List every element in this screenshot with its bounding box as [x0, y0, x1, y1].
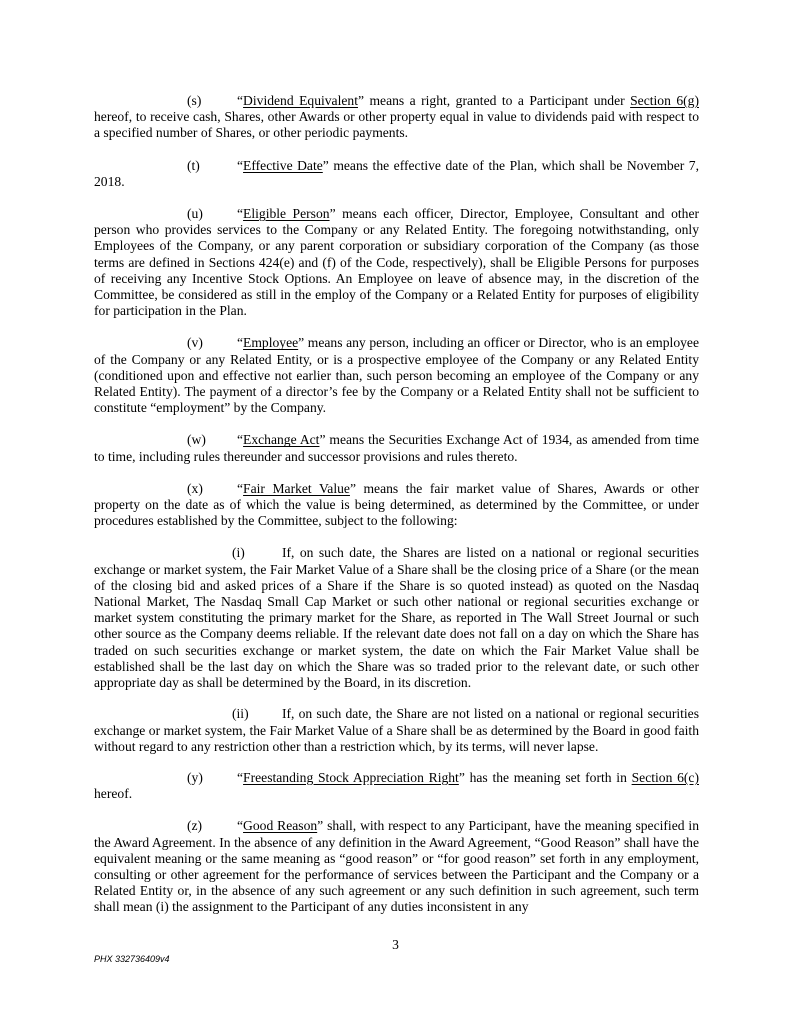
- definition-dividend-equivalent: [94, 93, 699, 142]
- subparagraph-label: (i): [232, 545, 245, 561]
- definition-text: ” means the Securities Exchange Act of 1934, as amended from time to time, including rules thereunder and successor provisions and rules thereto.: [94, 432, 699, 464]
- defined-term: Exchange Act: [243, 432, 320, 448]
- definition-text: ” means a right, granted to a Participant under: [357, 93, 631, 108]
- definition-text: ” means each officer, Director, Employee, Consultant and other person who provides services to the Company or any Related Entity. The foregoing notwithstanding, only Employees of the Company, or any parent corporation or subsidiary corporation of the Company (as those terms are defined in Sections 424(e) and (f) of the Code, respectively), shall be Eligible Persons for purposes of receiving any Incentive Stock Options. An Employee on leave of absence may, in the discretion of the Committee, be considered as still in the employ of the Company or a Related Entity for purposes of eligibility for participation in the Plan.: [94, 206, 699, 319]
- definition-exchange-act: [94, 432, 699, 464]
- definition-freestanding-sar: [94, 770, 699, 802]
- definition-label: (s): [187, 93, 202, 108]
- open-quote: “: [237, 157, 244, 173]
- section-reference: Section 6(c): [631, 769, 699, 785]
- subparagraph-listed-shares: [94, 545, 699, 691]
- subparagraph-label: (ii): [232, 706, 249, 722]
- definition-label: (v): [187, 335, 203, 351]
- subparagraph-text: If, on such date, the Shares are listed on a national or regional securities exchange or market system, the Fair Market Value of a Share shall be the closing price of a Share (or the mean of the closing bid and asked prices of a Share if the Share is so quoted instead) as quoted on the Nasdaq National Market, The Nasdaq Small Cap Market or such other national or regional securities exchange or market system constituting the primary market for the Share, as reported in The Wall Street Journal or such other source as the Company deems reliable. If the relevant date does not fall on a day on which the Share has traded on such securities exchange or market system, the date on which the Fair Market Value shall be established shall be the last day on which the Share was so traded prior to the relevant date, or such other appropriate day as shall be determined by the Board, in its discretion.: [94, 545, 699, 691]
- definition-employee: [94, 335, 699, 416]
- definition-label: (x): [187, 480, 203, 496]
- definition-text: ” shall, with respect to any Participant, have the meaning specified in the Award Agreement. In the absence of any definition in the Award Agreement, “Good Reason” shall have the equivalent meaning or the same meaning as “good reason” or “for good reason” set forth in any employment, consulting or other agreement for the performance of services between the Participant and the Company or a Related Entity or, in the absence of any such agreement or any such definition in such agreement, such term shall mean (i) the assignment to the Participant of any duties inconsistent in any: [94, 818, 699, 915]
- open-quote: “: [237, 480, 244, 496]
- definition-label: (w): [187, 432, 206, 448]
- definition-text: ” means any person, including an officer or Director, who is an employee of the Company or any Related Entity, or is a prospective employee of the Company or any Related Entity (conditioned upon and effective not earlier than, such person becoming an employee of the Company or any Related Entity). The payment of a director’s fee by the Company or a Related Entity shall not be sufficient to constitute “employment” by the Company.: [94, 335, 699, 416]
- definition-text: ” has the meaning set forth in: [458, 769, 632, 785]
- definition-label: (u): [187, 206, 203, 222]
- open-quote: “: [237, 335, 244, 351]
- open-quote: “: [237, 769, 244, 785]
- subparagraph-text: If, on such date, the Share are not listed on a national or regional securities exchange or market system, the Fair Market Value of a Share shall be as determined by the Board in good faith without regard to any restriction other than a restriction which, by its terms, will never lapse.: [94, 706, 699, 754]
- definition-label: (y): [187, 769, 203, 785]
- definition-good-reason: [94, 818, 699, 915]
- section-reference: Section 6(g): [630, 93, 699, 108]
- open-quote: “: [237, 818, 244, 834]
- definition-effective-date: [94, 158, 699, 190]
- defined-term: Effective Date: [243, 157, 323, 173]
- open-quote: “: [237, 432, 244, 448]
- defined-term: Freestanding Stock Appreciation Right: [243, 769, 459, 785]
- document-id: PHX 332736409v4: [94, 954, 170, 964]
- definition-label: (z): [187, 818, 203, 834]
- definition-eligible-person: [94, 206, 699, 319]
- subparagraph-unlisted-shares: [94, 706, 699, 755]
- document-body: [94, 93, 699, 932]
- page-number: 3: [392, 937, 399, 952]
- definition-label: (t): [187, 157, 200, 173]
- definition-text: ” means the fair market value of Shares, Awards or other property on the date as of which the value is being determined, as determined by the Committee, or under procedures established by the Committee, subject to the following:: [94, 480, 699, 529]
- definition-text: hereof.: [94, 786, 133, 802]
- defined-term: Good Reason: [243, 818, 318, 834]
- definition-text: ” means the effective date of the Plan, which shall be November 7, 2018.: [94, 157, 699, 189]
- defined-term: Employee: [243, 335, 299, 351]
- open-quote: “: [237, 206, 244, 222]
- defined-term: Eligible Person: [243, 206, 330, 222]
- definition-text: hereof, to receive cash, Shares, other Awards or other property equal in value to dividends paid with respect to a specified number of Shares, or other periodic payments.: [94, 109, 699, 141]
- defined-term: Dividend Equivalent: [243, 93, 358, 108]
- defined-term: Fair Market Value: [243, 480, 350, 496]
- definition-fair-market-value: [94, 481, 699, 530]
- open-quote: “: [237, 93, 244, 108]
